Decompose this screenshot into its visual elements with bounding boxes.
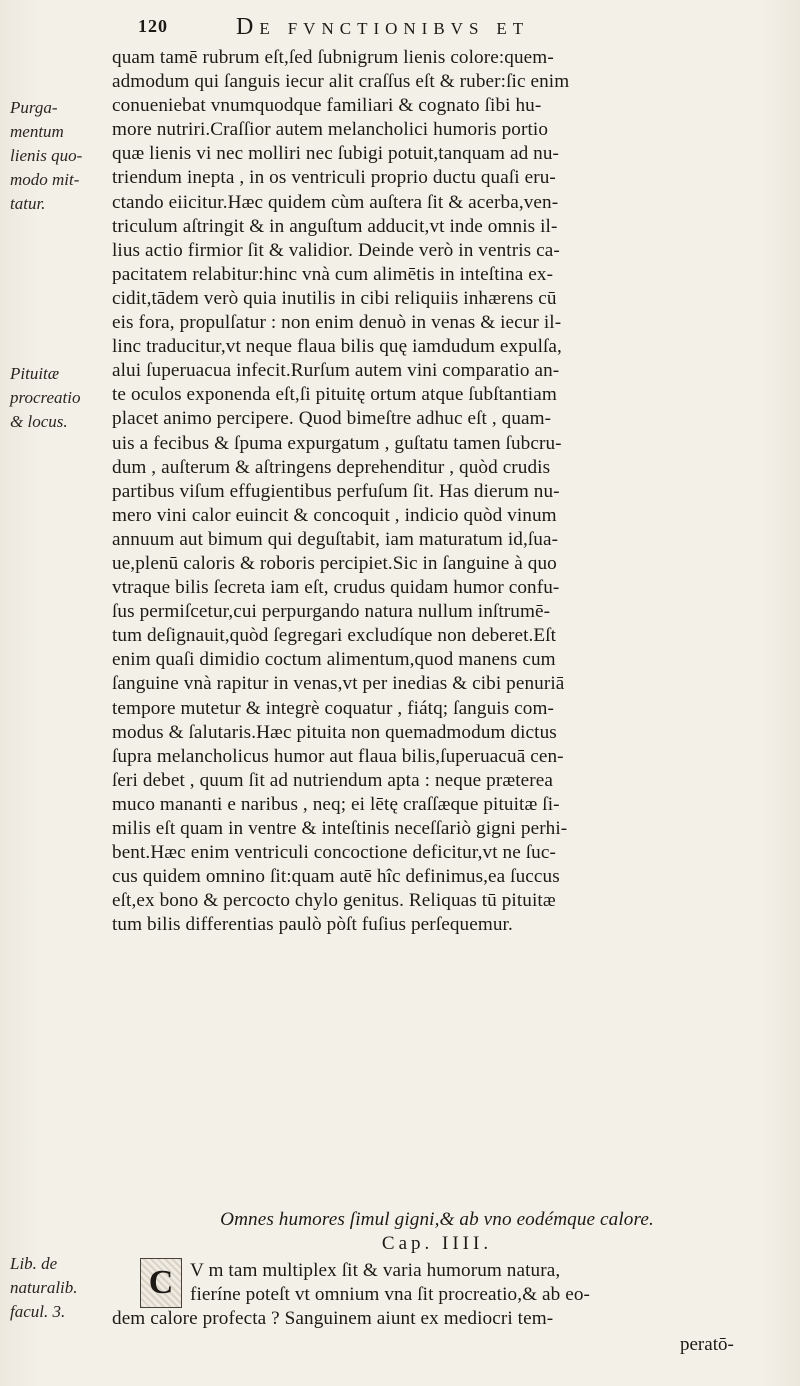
body-line: modus & ſalutaris.Hæc pituita non quemadmodum dictus — [112, 721, 557, 743]
summary-block — [112, 1208, 762, 1232]
body-line: alui ſuperuacua infecit.Rurſum autem vini comparatio an- — [112, 360, 560, 382]
summary-line: Omnes humores ſimul gigni,& ab vno eodémque calore. — [220, 1209, 654, 1230]
body-line: dum , auſterum & aſtringens deprehenditur , quòd crudis — [112, 456, 551, 478]
body-line: triendum inepta , in os ventriculi proprio ductu quaſi eru- — [112, 167, 556, 189]
page-header — [138, 14, 698, 44]
body-line: quæ lienis vi nec molliri nec ſubigi potuit,tanquam ad nu- — [112, 143, 560, 165]
running-head: De fvnctionibvs et — [236, 14, 530, 40]
body-line: muco mananti e naribus , neq; ei lētę craſſæque pituitæ ſi- — [112, 793, 560, 815]
chapter-text-full — [112, 1307, 762, 1331]
chapter-line: V m tam multiplex ſit & varia humorum natura, — [190, 1260, 561, 1281]
body-text — [112, 46, 762, 937]
margin-note-lib — [10, 1252, 100, 1324]
body-line: ſupra melancholicus humor aut flaua bilis,ſuperuacuā cen- — [112, 745, 564, 767]
body-line: cidit,tādem verò quia inutilis in cibi reliquiis inhærens cū — [112, 287, 557, 309]
body-line: placet animo percipere. Quod bimeſtre adhuc eſt , quam- — [112, 408, 552, 430]
body-line: mero vini calor euincit & concoquit , indicio quòd vinum — [112, 504, 557, 526]
margin-note-line: tatur. — [10, 194, 46, 213]
body-line: vtraque bilis ſecreta iam eſt, crudus quidam humor confu- — [112, 577, 560, 599]
margin-note-line: naturalib. — [10, 1278, 78, 1297]
body-line: eis fora, propulſatur : non enim denuò in venas & iecur il- — [112, 312, 562, 334]
body-line: quam tamē rubrum eſt,ſed ſubnigrum lienis colore:quem- — [112, 47, 554, 68]
body-line: ſanguine vnà rapitur in venas,vt per inedias & cibi penuriā — [112, 673, 565, 695]
body-line: milis eſt quam in ventre & inteſtinis neceſſariò gigni perhi- — [112, 818, 568, 839]
margin-note-line: modo mit- — [10, 170, 80, 189]
body-line: lius actio firmior ſit & validior. Deinde verò in ventris ca- — [112, 239, 560, 261]
margin-note-line: facul. 3. — [10, 1302, 66, 1321]
body-line: admodum qui ſanguis iecur alit craſſus eſt & ruber:ſic enim — [112, 71, 570, 93]
margin-note-purgatio — [10, 96, 100, 216]
margin-note-pituitae — [10, 362, 100, 434]
margin-note-line: procreatio — [10, 388, 81, 407]
body-line: ue,plenū caloris & roboris percipiet.Sic in ſanguine à quo — [112, 552, 557, 574]
chapter-text — [190, 1259, 762, 1307]
body-line: triculum aſtringit & in anguſtum adducit,vt inde omnis il- — [112, 215, 558, 237]
margin-note-line: Lib. de — [10, 1254, 58, 1273]
chapter-line: dem calore profecta ? Sanguinem aiunt ex mediocri tem- — [112, 1308, 554, 1329]
body-line: te oculos exponenda eſt,ſi pituitę ortum atque ſubſtantiam — [112, 384, 557, 406]
body-line: cus quidem omnino ſit:quam autē hîc definimus,ea ſuccus — [112, 866, 560, 888]
body-line: pacitatem relabitur:hinc vnà cum alimētis in inteſtina ex- — [112, 263, 554, 285]
chapter-line: fieríne poteſt vt omnium vna ſit procreatio,& ab eo- — [190, 1284, 591, 1306]
body-line: enim quaſi dimidio coctum alimentum,quod manens cum — [112, 649, 556, 671]
body-line: bent.Hæc enim ventriculi concoctione deficitur,vt ne ſuc- — [112, 842, 556, 864]
catchword: peratō- — [680, 1334, 734, 1355]
body-line: tum deſignauit,quòd ſegregari excludíque non deberet.Eſt — [112, 625, 557, 647]
margin-note-line: Purga- — [10, 98, 58, 117]
body-line: more nutriri.Craſſior autem melancholici humoris portio — [112, 119, 549, 141]
margin-note-line: Pituitæ — [10, 364, 60, 383]
margin-note-line: & locus. — [10, 412, 68, 431]
body-line: uis a fecibus & ſpuma expurgatum , guſtatu tamen ſubcru- — [112, 432, 562, 454]
body-line: tempore mutetur & integrè coquatur , fiátq; ſanguis com- — [112, 697, 554, 719]
body-line: partibus viſum effugientibus perfuſum ſit. Has dierum nu- — [112, 480, 560, 502]
page-number: 120 — [138, 16, 168, 36]
margin-note-line: lienis quo- — [10, 146, 83, 165]
body-line: linc traducitur,vt neque flaua bilis quę iamdudum expulſa, — [112, 336, 562, 358]
decorated-initial: C — [140, 1258, 182, 1308]
body-line: annuum aut bimum qui deguſtabit, iam maturatum id,ſua- — [112, 528, 559, 550]
body-line: ſus permiſcetur,cui perpurgando natura nullum inſtrumē- — [112, 601, 551, 623]
body-line: ſeri debet , quum ſit ad nutriendum apta : neque præterea — [112, 769, 554, 791]
body-line: conueniebat vnumquodque familiari & cognato ſibi hu- — [112, 95, 542, 117]
body-line: eſt,ex bono & percocto chylo genitus. Reliquas tū pituitæ — [112, 890, 556, 912]
chapter-title: Cap. IIII. — [381, 1233, 493, 1254]
margin-note-line: mentum — [10, 122, 64, 141]
body-line: tum bilis differentias paulò pòſt fuſius perſequemur. — [112, 914, 513, 936]
body-line: ctando eiicitur.Hæc quidem cùm auſtera ſit & acerba,ven- — [112, 191, 559, 213]
